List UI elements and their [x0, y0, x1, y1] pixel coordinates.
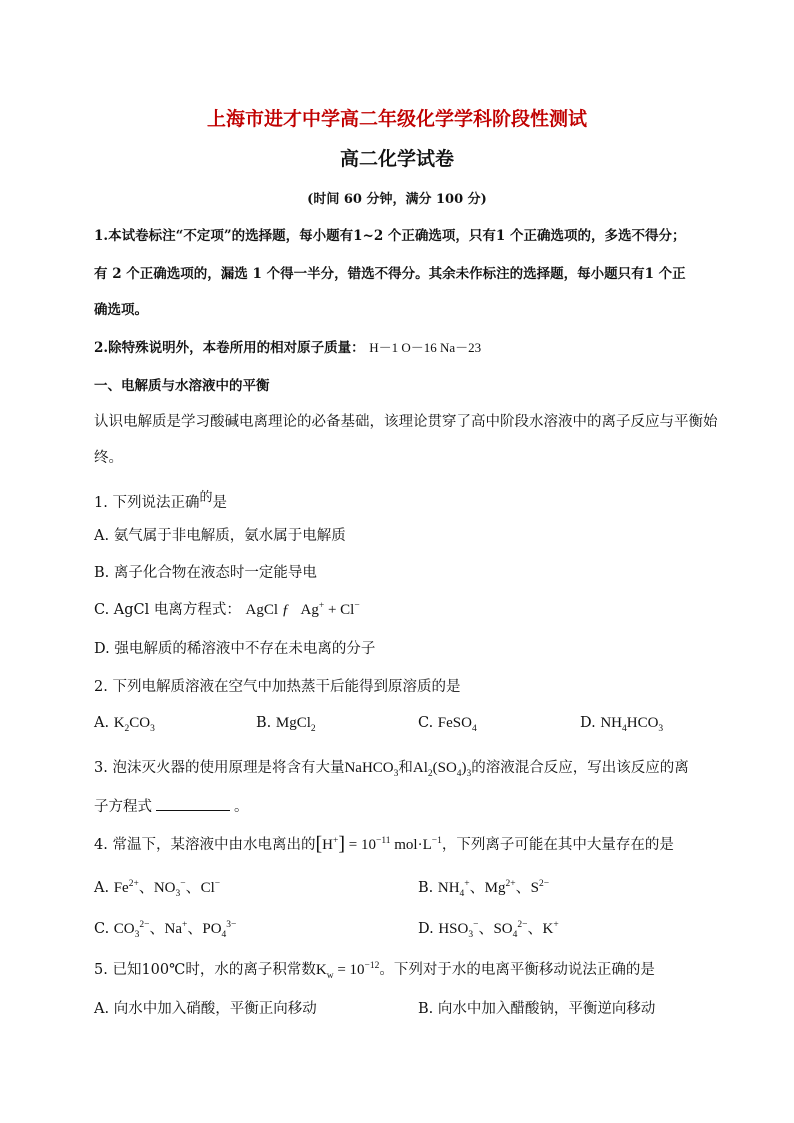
- option-label: C.: [94, 921, 110, 937]
- option-label: D.: [580, 715, 596, 731]
- q2-option-b: [256, 715, 316, 734]
- ion-charge: +: [464, 879, 470, 889]
- q2-option-c: [418, 715, 477, 734]
- q3-line2-text: 子方程式: [94, 799, 152, 815]
- formula-part: FeSO: [437, 715, 472, 731]
- eq-value: = 10: [345, 837, 376, 853]
- ion-charge: +: [332, 836, 339, 846]
- q4-d-ions: [438, 920, 559, 940]
- q1-option-a: A. 氨气属于非电解质，氨水属于电解质: [94, 528, 346, 544]
- formula-part: NaHCO: [344, 760, 394, 776]
- ion-charge: 2−: [538, 879, 550, 889]
- kw-exponent: −12: [364, 961, 380, 971]
- option-label: B.: [418, 880, 434, 896]
- q1-stem-de: 的: [199, 490, 213, 505]
- ion: Fe: [113, 880, 129, 896]
- ion-charge: 2+: [128, 879, 139, 889]
- q3-formula-2: [412, 760, 472, 779]
- ion-charge: −: [473, 920, 479, 930]
- paper-title: 高二化学试卷: [339, 148, 454, 170]
- q5-kw: [315, 961, 380, 981]
- q4-a-ions: [113, 879, 221, 899]
- note-2-text: 2.除特殊说明外，本卷所用的相对原子质量：: [94, 340, 365, 356]
- option-label: D.: [418, 921, 434, 937]
- kw-value: = 10: [333, 962, 365, 978]
- eq-exponent: −11: [375, 836, 391, 846]
- ion: 、SO: [478, 921, 513, 937]
- eq-arrow-glyph: ƒ: [281, 602, 290, 618]
- kw: K: [315, 962, 327, 978]
- section-1-intro-line-2: 终。: [94, 450, 123, 466]
- ion-charge: +: [553, 920, 559, 930]
- q4-option-b: [418, 876, 549, 899]
- q1-option-c: [94, 598, 360, 619]
- ion: 、NO: [138, 880, 176, 896]
- q5-stem: [94, 958, 655, 981]
- formula-part: (SO: [432, 760, 457, 776]
- q3-text: 3. 泡沫灭火器的使用原理是将含有大量: [94, 760, 345, 776]
- ion-sub: 4: [459, 889, 465, 899]
- q1-option-c-equation: [246, 602, 360, 618]
- q2-option-d: [580, 715, 663, 734]
- note-1-line-2: 有 2 个正确选项的，漏选 1 个得一半分，错选不得分。其余未作标注的选择题，每小题只有1 个正: [94, 266, 686, 282]
- q4-concentration: [315, 833, 442, 855]
- ion: 、PO: [187, 921, 222, 937]
- ion-charge: −: [180, 879, 186, 889]
- bracket-right: ]: [338, 833, 345, 855]
- q3-stem-line-1: [94, 756, 689, 779]
- eq-ag-charge: +: [318, 601, 325, 611]
- q3-formula-1: [344, 760, 399, 779]
- q2-stem: 2. 下列电解质溶液在空气中加热蒸干后能得到原溶质的是: [94, 679, 461, 695]
- ion-sub: 3: [134, 930, 140, 940]
- school-title: 上海市进才中学高二年级化学学科阶段性测试: [206, 108, 587, 130]
- q3-text-end: 的溶液混合反应，写出该反应的离: [471, 760, 689, 776]
- q3-stem-line-2: [94, 795, 249, 816]
- ion-charge: 3−: [226, 920, 237, 930]
- q1-stem-end: 是: [212, 494, 227, 511]
- eq-ag: Ag: [300, 602, 319, 618]
- q3-and: 和: [398, 760, 413, 776]
- ion: 、K: [527, 921, 554, 937]
- answer-blank[interactable]: [156, 796, 230, 811]
- unit-exponent: −1: [431, 836, 442, 846]
- eq-cl-charge: −: [354, 601, 360, 611]
- formula-sub: 3: [466, 769, 472, 779]
- exam-meta: (时间 60 分钟，满分 100 分): [307, 192, 487, 207]
- formula-part: NH: [600, 715, 622, 731]
- ion-sub: 4: [221, 930, 227, 940]
- q1-stem-text: 1. 下列说法正确: [94, 494, 200, 511]
- q4-option-c: [94, 917, 236, 940]
- q5-text-end: 。下列对于水的电离平衡移动说法正确的是: [379, 962, 655, 978]
- ion-sub: 3: [468, 930, 474, 940]
- q4-b-ions: [437, 879, 550, 899]
- q2-b-formula: [275, 715, 316, 734]
- formula-sub: 4: [456, 769, 462, 779]
- formula-sub: 4: [622, 724, 627, 734]
- kw-sub: w: [326, 971, 334, 981]
- option-label: C.: [418, 715, 434, 731]
- ion: 、Na: [149, 921, 182, 937]
- q4-text-end: ，下列离子可能在其中大量存在的是: [441, 837, 674, 853]
- bracket-left: [: [315, 833, 323, 855]
- ion: 、S: [515, 880, 539, 896]
- formula-sub: 2: [310, 724, 316, 734]
- ion-charge: +: [182, 920, 188, 930]
- note-1-line-3: 确选项。: [94, 302, 148, 318]
- formula-part: K: [113, 715, 125, 731]
- q2-d-formula: [600, 715, 664, 734]
- q1-option-d: D. 强电解质的稀溶液中不存在未电离的分子: [94, 641, 376, 657]
- eq-unit: mol·L: [390, 837, 432, 853]
- formula-part: CO: [129, 715, 151, 731]
- section-1-heading: 一、电解质与水溶液中的平衡: [94, 378, 270, 394]
- eq-lhs: AgCl: [245, 602, 279, 618]
- formula-part: ): [461, 760, 467, 776]
- ion-charge: −: [214, 879, 221, 889]
- ion-h: H: [322, 837, 333, 853]
- formula-part: Al: [412, 760, 428, 776]
- formula-part: HCO: [626, 715, 659, 731]
- q4-option-a: [94, 876, 220, 899]
- formula-sub: 4: [471, 724, 477, 734]
- q1-option-b: B. 离子化合物在液态时一定能导电: [94, 565, 317, 581]
- q1-option-c-text: C. AgCl 电离方程式：: [94, 602, 241, 618]
- ion: 、Mg: [469, 880, 506, 896]
- ion-charge: 2−: [517, 920, 528, 930]
- q2-c-formula: [437, 715, 477, 734]
- ion: HSO: [438, 921, 469, 937]
- q5-option-a: A. 向水中加入硝酸，平衡正向移动: [94, 1001, 317, 1017]
- note-1-line-1: 1.本试卷标注“不定项”的选择题，每小题有1~2 个正确选项，只有1 个正确选项的，多选不得分；: [94, 228, 686, 244]
- formula-sub: 2: [427, 769, 433, 779]
- ion: 、Cl: [185, 880, 215, 896]
- eq-cl: + Cl: [324, 602, 355, 618]
- note-2: [94, 336, 481, 356]
- ion: CO: [113, 921, 135, 937]
- formula-sub: 2: [124, 724, 130, 734]
- ion-sub: 4: [512, 930, 518, 940]
- q4-c-ions: [113, 920, 237, 940]
- option-label: A.: [94, 715, 110, 731]
- q4-text: 4. 常温下，某溶液中由水电离出的: [94, 837, 316, 853]
- q3-period: 。: [234, 799, 249, 815]
- ion-charge: 2+: [505, 879, 516, 889]
- formula-sub: 3: [393, 769, 399, 779]
- formula-sub: 3: [658, 724, 664, 734]
- ion: NH: [437, 880, 460, 896]
- formula-part: MgCl: [275, 715, 311, 731]
- q4-option-d: [418, 917, 559, 940]
- option-label: B.: [256, 715, 272, 731]
- ion-charge: 2−: [139, 920, 150, 930]
- q5-text: 5. 已知100℃时，水的离子积常数: [94, 962, 316, 978]
- q4-stem: [94, 832, 674, 855]
- q1-stem: [94, 486, 227, 512]
- note-2-masses: H－1 O－16 Na－23: [369, 340, 482, 355]
- q5-option-b: B. 向水中加入醋酸钠，平衡逆向移动: [418, 1001, 656, 1017]
- option-label: A.: [94, 880, 110, 896]
- ion-sub: 3: [175, 889, 181, 899]
- q2-option-a: [94, 715, 155, 734]
- section-1-intro-line-1: 认识电解质是学习酸碱电离理论的必备基础，该理论贯穿了高中阶段水溶液中的离子反应与平衡始: [94, 414, 718, 430]
- q2-a-formula: [113, 715, 155, 734]
- formula-sub: 3: [150, 724, 155, 734]
